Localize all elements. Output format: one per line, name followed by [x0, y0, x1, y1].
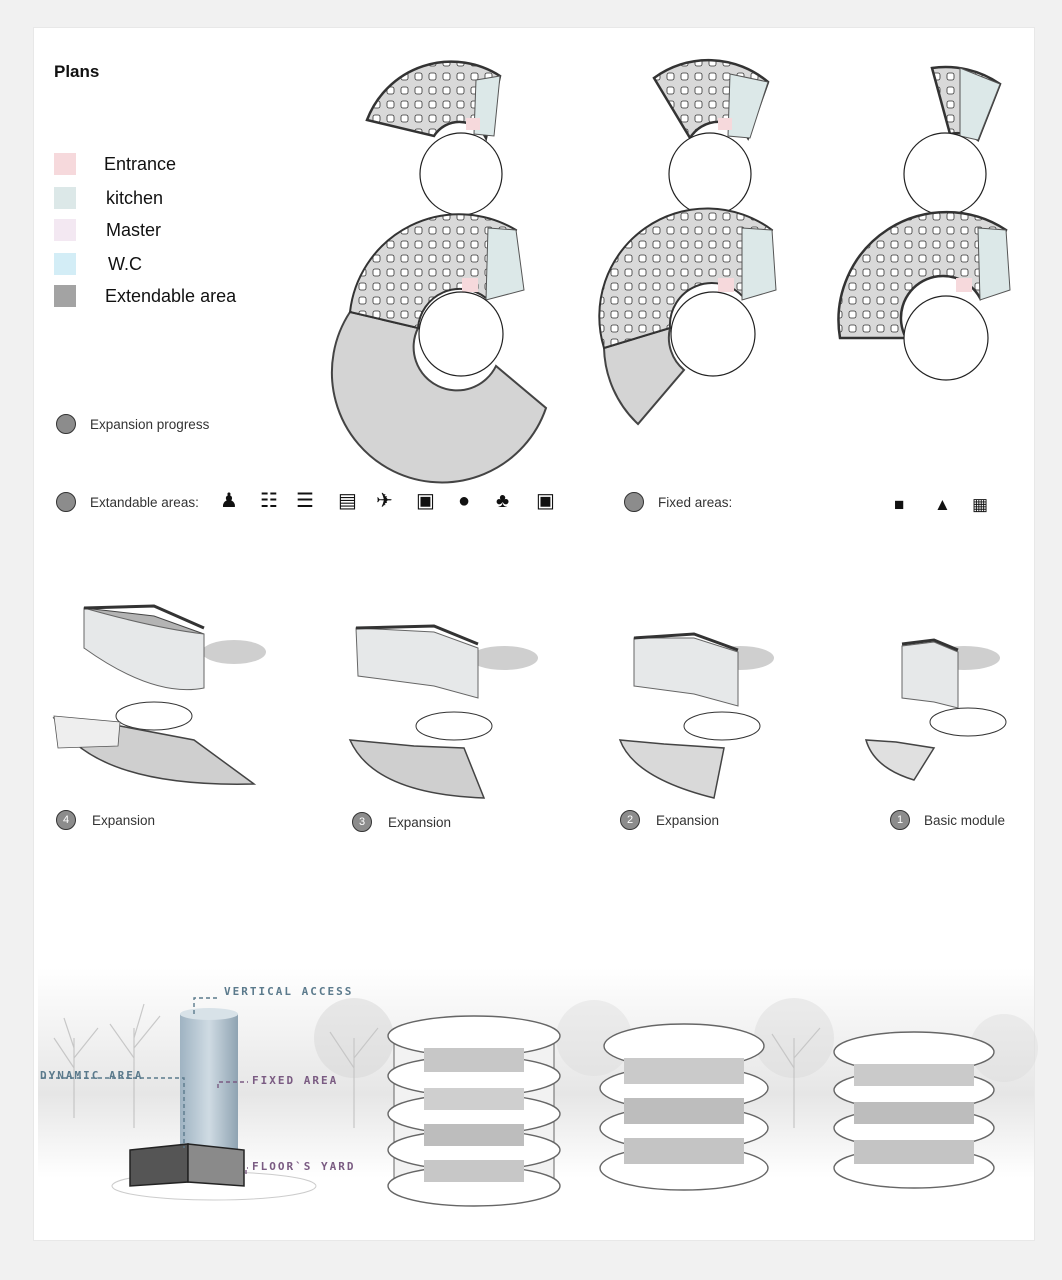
- vertical-access-callout: VERTICAL ACCESS: [224, 985, 354, 998]
- stage-4-model: [54, 606, 266, 784]
- stage-1-label: [890, 810, 1005, 830]
- expansion-progress-label: Expansion progress: [90, 416, 210, 432]
- meditation-icon: ♟: [220, 490, 238, 512]
- legend-label: Entrance: [104, 153, 177, 174]
- stage-3-model: [350, 626, 538, 798]
- barbecue-icon: ●: [458, 490, 471, 512]
- stage-label: Expansion: [656, 812, 720, 828]
- tv-icon: ▣: [536, 490, 555, 512]
- tower-renderings: [34, 928, 1034, 1228]
- fixed-areas-label: Fixed areas:: [658, 494, 733, 510]
- plan-small-3: [904, 67, 1000, 215]
- desk-icon: ▤: [338, 490, 357, 512]
- plants-icon: ♣: [496, 490, 510, 512]
- bed-icon: ☰: [296, 490, 314, 512]
- fixed-areas-bullet: [624, 492, 644, 512]
- plans-sheet: [34, 28, 1034, 1240]
- kitchen-icon: ▦: [972, 495, 989, 514]
- legend-label: W.C: [108, 253, 142, 274]
- stage-number-badge: 1: [890, 810, 910, 830]
- stage-1-model: [866, 640, 1006, 780]
- plan-small-1: [367, 62, 502, 215]
- stage-3-label: [352, 812, 451, 832]
- legend-label: Extendable area: [105, 285, 237, 306]
- extendable-areas-bullet: [56, 492, 76, 512]
- fixed-area-callout: FIXED AREA: [252, 1074, 339, 1087]
- page-title: Plans: [54, 62, 100, 81]
- stages-drawings: [34, 598, 1034, 798]
- stage-label: Basic module: [924, 812, 1006, 828]
- stage-4-label: [56, 810, 155, 830]
- plans-drawings: [34, 28, 1034, 468]
- stage-label: Expansion: [388, 814, 452, 830]
- extendable-areas-label: Extandable areas:: [90, 494, 199, 510]
- dynamic-area-callout: DYNAMIC AREA: [40, 1069, 144, 1082]
- legend-label: kitchen: [106, 187, 164, 208]
- plan-large-4: [332, 214, 546, 482]
- plan-large-2: [839, 212, 1010, 380]
- plan-large-3: [599, 208, 776, 424]
- legend-label: Master: [106, 219, 162, 240]
- sofa-icon: ▣: [416, 490, 435, 512]
- treadmill-icon: ✈: [376, 490, 393, 512]
- plan-small-2: [654, 60, 768, 215]
- floors-yard-callout: FLOOR`S YARD: [252, 1160, 356, 1173]
- stage-label: Expansion: [92, 812, 156, 828]
- fixed-areas-legend: [624, 492, 732, 512]
- bathtub-icon: ■: [894, 495, 905, 514]
- toilet-icon: ▲: [934, 495, 951, 514]
- stage-number-badge: 3: [352, 812, 372, 832]
- building-mass-2: [600, 1024, 768, 1190]
- building-mass-3: [834, 1032, 994, 1188]
- stage-2-model: [620, 634, 774, 798]
- building-mass-1: [388, 1016, 560, 1206]
- stage-2-label: [620, 810, 719, 830]
- stage-number-badge: 2: [620, 810, 640, 830]
- extendable-areas-legend: [56, 492, 199, 512]
- stage-number-badge: 4: [56, 810, 76, 830]
- dining-icon: ☷: [260, 490, 278, 512]
